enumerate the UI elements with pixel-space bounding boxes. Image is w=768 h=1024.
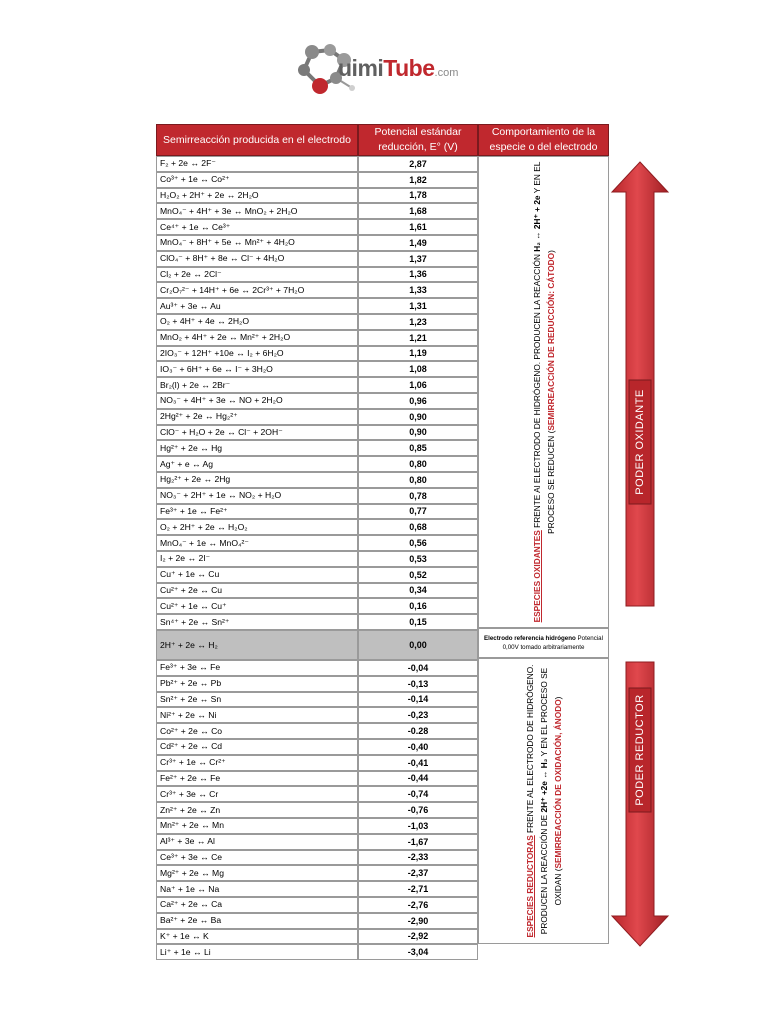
potential-cell: 1,23 — [358, 314, 478, 330]
potential-cell: -3,04 — [358, 944, 478, 960]
table-row — [156, 172, 478, 188]
half-reaction-cell: F₂ + 2e ↔ 2F⁻ — [156, 156, 358, 172]
potential-cell: 1,78 — [358, 188, 478, 204]
table-row — [156, 393, 478, 409]
reference-note: 0,00V tomado arbitrariamente — [502, 644, 585, 651]
table-row — [156, 219, 478, 235]
potential-cell: 1,19 — [358, 346, 478, 362]
reducing-power-label: PODER REDUCTOR — [634, 694, 646, 806]
logo-text-tube: Tube — [383, 55, 435, 81]
reductors-highlight: ESPECIES REDUCTORAS — [524, 835, 535, 938]
oxidizing-arrow — [612, 162, 668, 606]
potential-cell: 1,21 — [358, 330, 478, 346]
table-row — [156, 583, 478, 599]
table-row — [156, 156, 478, 172]
half-reaction-cell: Fe³⁺ + 3e ↔ Fe — [156, 660, 358, 676]
power-arrows — [610, 160, 670, 950]
potential-cell: 0,78 — [358, 488, 478, 504]
oxidants-reaction: H₂ ↔ 2H⁺ + 2e — [531, 195, 542, 252]
oxidants-highlight: ESPECIES OXIDANTES — [531, 530, 542, 623]
potential-cell: -0.28 — [358, 723, 478, 739]
logo-text — [338, 55, 458, 82]
potential-cell: 1,61 — [358, 219, 478, 235]
half-reaction-cell: NO₃⁻ + 2H⁺ + 1e ↔ NO₂ + H₂O — [156, 488, 358, 504]
table-row — [156, 425, 478, 441]
potential-cell: 0,15 — [358, 614, 478, 630]
logo-text-main: uimi — [338, 55, 384, 81]
half-reaction-cell: Mn²⁺ + 2e ↔ Mn — [156, 818, 358, 834]
potential-cell: -0,13 — [358, 676, 478, 692]
table-row — [156, 771, 478, 787]
half-reaction-cell: K⁺ + 1e ↔ K — [156, 929, 358, 945]
table-row — [156, 660, 478, 676]
half-reaction-cell: Cu⁺ + 1e ↔ Cu — [156, 567, 358, 583]
table-row — [156, 409, 478, 425]
half-reaction-cell: Cu²⁺ + 1e ↔ Cu⁺ — [156, 598, 358, 614]
half-reaction-cell: Co²⁺ + 2e ↔ Co — [156, 723, 358, 739]
half-reaction-cell: Cr³⁺ + 1e ↔ Cr²⁺ — [156, 755, 358, 771]
potential-cell: 2,87 — [358, 156, 478, 172]
table-row — [156, 267, 478, 283]
potential-cell: -0,44 — [358, 771, 478, 787]
half-reaction-cell: Cd²⁺ + 2e ↔ Cd — [156, 739, 358, 755]
potential-cell: -2,76 — [358, 897, 478, 913]
potential-cell: -2,90 — [358, 913, 478, 929]
table-row — [156, 298, 478, 314]
table-row — [156, 330, 478, 346]
half-reaction-cell: Cr³⁺ + 3e ↔ Cr — [156, 786, 358, 802]
half-reaction-cell: Li⁺ + 1e ↔ Li — [156, 944, 358, 960]
half-reaction-cell: MnO₄⁻ + 4H⁺ + 3e ↔ MnO₂ + 2H₂O — [156, 203, 358, 219]
potential-cell: -0,04 — [358, 660, 478, 676]
reductors-line3-start: OXIDAN ( — [552, 868, 563, 906]
table-header — [156, 124, 609, 156]
reductors-line3-end: ) — [552, 696, 563, 700]
potential-cell: 1,37 — [358, 251, 478, 267]
half-reaction-cell: Zn²⁺ + 2e ↔ Zn — [156, 802, 358, 818]
table-row — [156, 346, 478, 362]
potential-cell: 0,34 — [358, 583, 478, 599]
potential-cell: 0,90 — [358, 409, 478, 425]
half-reaction-cell: Al³⁺ + 3e ↔ Al — [156, 834, 358, 850]
table-row — [156, 614, 478, 630]
table-row — [156, 834, 478, 850]
potential-cell: 0,96 — [358, 393, 478, 409]
oxidants-text-rest: FRENTE Al ELECTRODO DE HIDRÓGENO. PRODUCEN LA REACCIÓN — [531, 251, 542, 531]
oxidants-description — [478, 156, 609, 628]
table-row — [156, 361, 478, 377]
potential-cell: 1,36 — [358, 267, 478, 283]
half-reaction-cell: Br₂(l) + 2e ↔ 2Br⁻ — [156, 377, 358, 393]
potential-cell: 0,90 — [358, 425, 478, 441]
half-reaction-cell: Fe²⁺ + 2e ↔ Fe — [156, 771, 358, 787]
oxidants-semireaction: SEMIRREACCIÓN DE REDUCCIÓN: CÁTODO — [545, 252, 556, 431]
potential-cell: 0,53 — [358, 551, 478, 567]
header-behavior: Comportamiento de la especie o del electrodo — [478, 124, 609, 156]
half-reaction-cell: Au³⁺ + 3e ↔ Au — [156, 298, 358, 314]
reductors-line2-end: Y EN EL PROCESO SE — [538, 667, 549, 759]
table-row — [156, 203, 478, 219]
half-reaction-cell: Fe³⁺ + 1e ↔ Fe²⁺ — [156, 504, 358, 520]
reductors-line2-start: PRODUCEN LA REACCIÓN DE — [538, 812, 549, 935]
table-row — [156, 913, 478, 929]
table-row — [156, 707, 478, 723]
half-reaction-cell: ClO₄⁻ + 8H⁺ + 8e ↔ Cl⁻ + 4H₂O — [156, 251, 358, 267]
potential-cell: 1,49 — [358, 235, 478, 251]
table-row — [156, 739, 478, 755]
reductors-semireaction: SEMIRREACCIÓN DE OXIDACIÓN, ÁNODO — [552, 699, 563, 869]
potential-cell: 0,56 — [358, 535, 478, 551]
half-reaction-cell: I₂ + 2e ↔ 2I⁻ — [156, 551, 358, 567]
table-row — [156, 818, 478, 834]
reductors-text-rest: FRENTE AL ELECTRODO DE HIDRÓGENO. — [524, 664, 535, 836]
potential-cell: -0,76 — [358, 802, 478, 818]
header-potential: Potencial estándar reducción, E° (V) — [358, 124, 478, 156]
table-row — [156, 377, 478, 393]
half-reaction-cell: MnO₂ + 4H⁺ + 2e ↔ Mn²⁺ + 2H₂O — [156, 330, 358, 346]
half-reaction-cell: Hg₂²⁺ + 2e ↔ 2Hg — [156, 472, 358, 488]
half-reaction-cell: NO₃⁻ + 4H⁺ + 3e ↔ NO + 2H₂O — [156, 393, 358, 409]
oxidizing-power-label: PODER OXIDANTE — [634, 389, 646, 495]
table-row — [156, 440, 478, 456]
table-row — [156, 314, 478, 330]
potential-cell: 1,33 — [358, 282, 478, 298]
table-row — [156, 929, 478, 945]
potential-cell: 0,77 — [358, 504, 478, 520]
half-reaction-cell: Sn⁴⁺ + 2e ↔ Sn²⁺ — [156, 614, 358, 630]
table-row — [156, 472, 478, 488]
oxidants-text-end: Y EN EL — [531, 161, 542, 196]
half-reaction-cell: Ni²⁺ + 2e ↔ Ni — [156, 707, 358, 723]
table-row — [156, 488, 478, 504]
table-row — [156, 630, 478, 660]
reductors-text — [523, 665, 565, 938]
half-reaction-cell: O₂ + 4H⁺ + 4e ↔ 2H₂O — [156, 314, 358, 330]
half-reaction-cell: 2IO₃⁻ + 12H⁺ +10e ↔ I₂ + 6H₂O — [156, 346, 358, 362]
potential-cell: 1,82 — [358, 172, 478, 188]
table-row — [156, 598, 478, 614]
table-row — [156, 535, 478, 551]
reference-text: Potencial — [575, 635, 603, 642]
half-reaction-cell: Co³⁺ + 1e ↔ Co²⁺ — [156, 172, 358, 188]
half-reaction-cell: O₂ + 2H⁺ + 2e ↔ H₂O₂ — [156, 519, 358, 535]
table-row — [156, 897, 478, 913]
half-reaction-cell: Na⁺ + 1e ↔ Na — [156, 881, 358, 897]
potential-cell: 0,68 — [358, 519, 478, 535]
half-reaction-cell: 2Hg²⁺ + 2e ↔ Hg₂²⁺ — [156, 409, 358, 425]
potential-cell: -2,71 — [358, 881, 478, 897]
potential-cell: -0,23 — [358, 707, 478, 723]
half-reaction-cell: ClO⁻ + H₂O + 2e ↔ Cl⁻ + 2OH⁻ — [156, 425, 358, 441]
reductors-reaction: 2H⁺ +2e ↔ H₂ — [538, 758, 549, 813]
table-row — [156, 551, 478, 567]
half-reaction-cell: Ba²⁺ + 2e ↔ Ba — [156, 913, 358, 929]
half-reaction-cell: Ca²⁺ + 2e ↔ Ca — [156, 897, 358, 913]
half-reaction-cell: H₂O₂ + 2H⁺ + 2e ↔ 2H₂O — [156, 188, 358, 204]
potential-cell: 0,16 — [358, 598, 478, 614]
half-reaction-cell: Ag⁺ + e ↔ Ag — [156, 456, 358, 472]
reductors-description — [478, 658, 609, 944]
potential-cell: -0,14 — [358, 692, 478, 708]
potential-cell: 0,80 — [358, 456, 478, 472]
potential-cell: 0,85 — [358, 440, 478, 456]
table-row — [156, 692, 478, 708]
potential-cell: -2,92 — [358, 929, 478, 945]
table-row — [156, 755, 478, 771]
potential-cell: 1,06 — [358, 377, 478, 393]
half-reaction-cell: MnO₄⁻ + 1e ↔ MnO₄²⁻ — [156, 535, 358, 551]
potential-cell: 0,00 — [358, 630, 478, 660]
oxidants-line2-start: PROCESO SE REDUCEN ( — [545, 430, 556, 534]
table-row — [156, 282, 478, 298]
table-row — [156, 944, 478, 960]
half-reaction-cell: Pb²⁺ + 2e ↔ Pb — [156, 676, 358, 692]
half-reaction-cell: Ce³⁺ + 3e ↔ Ce — [156, 850, 358, 866]
table-row — [156, 504, 478, 520]
half-reaction-cell: Hg²⁺ + 2e ↔ Hg — [156, 440, 358, 456]
potential-cell: 1,68 — [358, 203, 478, 219]
table-row — [156, 456, 478, 472]
oxidants-text — [530, 162, 558, 623]
potential-cell: 0,80 — [358, 472, 478, 488]
potential-cell: -0,74 — [358, 786, 478, 802]
potential-cell: 1,31 — [358, 298, 478, 314]
half-reaction-cell: Ce⁴⁺ + 1e ↔ Ce³⁺ — [156, 219, 358, 235]
half-reaction-cell: Cr₂O₇²⁻ + 14H⁺ + 6e ↔ 2Cr³⁺ + 7H₂O — [156, 282, 358, 298]
potential-cell: -2,37 — [358, 865, 478, 881]
potential-cell: 0,52 — [358, 567, 478, 583]
table-row — [156, 865, 478, 881]
logo-text-domain: .com — [434, 67, 459, 79]
oxidants-line2-end: ) — [545, 250, 556, 253]
table-row — [156, 676, 478, 692]
potential-cell: -0,40 — [358, 739, 478, 755]
table-row — [156, 567, 478, 583]
potential-cell: -0,41 — [358, 755, 478, 771]
potential-cell: -2,33 — [358, 850, 478, 866]
table-row — [156, 188, 478, 204]
table-row — [156, 251, 478, 267]
potential-cell: -1,67 — [358, 834, 478, 850]
table-row — [156, 519, 478, 535]
half-reaction-cell: Cu²⁺ + 2e ↔ Cu — [156, 583, 358, 599]
table-row — [156, 235, 478, 251]
potential-cell: -1,03 — [358, 818, 478, 834]
table-row — [156, 723, 478, 739]
half-reaction-cell: Mg²⁺ + 2e ↔ Mg — [156, 865, 358, 881]
table-row — [156, 881, 478, 897]
half-reaction-cell: Cl₂ + 2e ↔ 2Cl⁻ — [156, 267, 358, 283]
half-reaction-cell: Sn²⁺ + 2e ↔ Sn — [156, 692, 358, 708]
table-row — [156, 802, 478, 818]
half-reaction-cell: IO₃⁻ + 6H⁺ + 6e ↔ I⁻ + 3H₂O — [156, 361, 358, 377]
half-reaction-cell: MnO₄⁻ + 8H⁺ + 5e ↔ Mn²⁺ + 4H₂O — [156, 235, 358, 251]
header-reaction: Semirreacción producida en el electrodo — [156, 124, 358, 156]
reference-title: Electrodo referencia hidrógeno — [484, 635, 576, 642]
table-row — [156, 786, 478, 802]
table-row — [156, 850, 478, 866]
reference-description — [478, 628, 609, 658]
half-reaction-cell: 2H⁺ + 2e ↔ H₂ — [156, 630, 358, 660]
potential-cell: 1,08 — [358, 361, 478, 377]
